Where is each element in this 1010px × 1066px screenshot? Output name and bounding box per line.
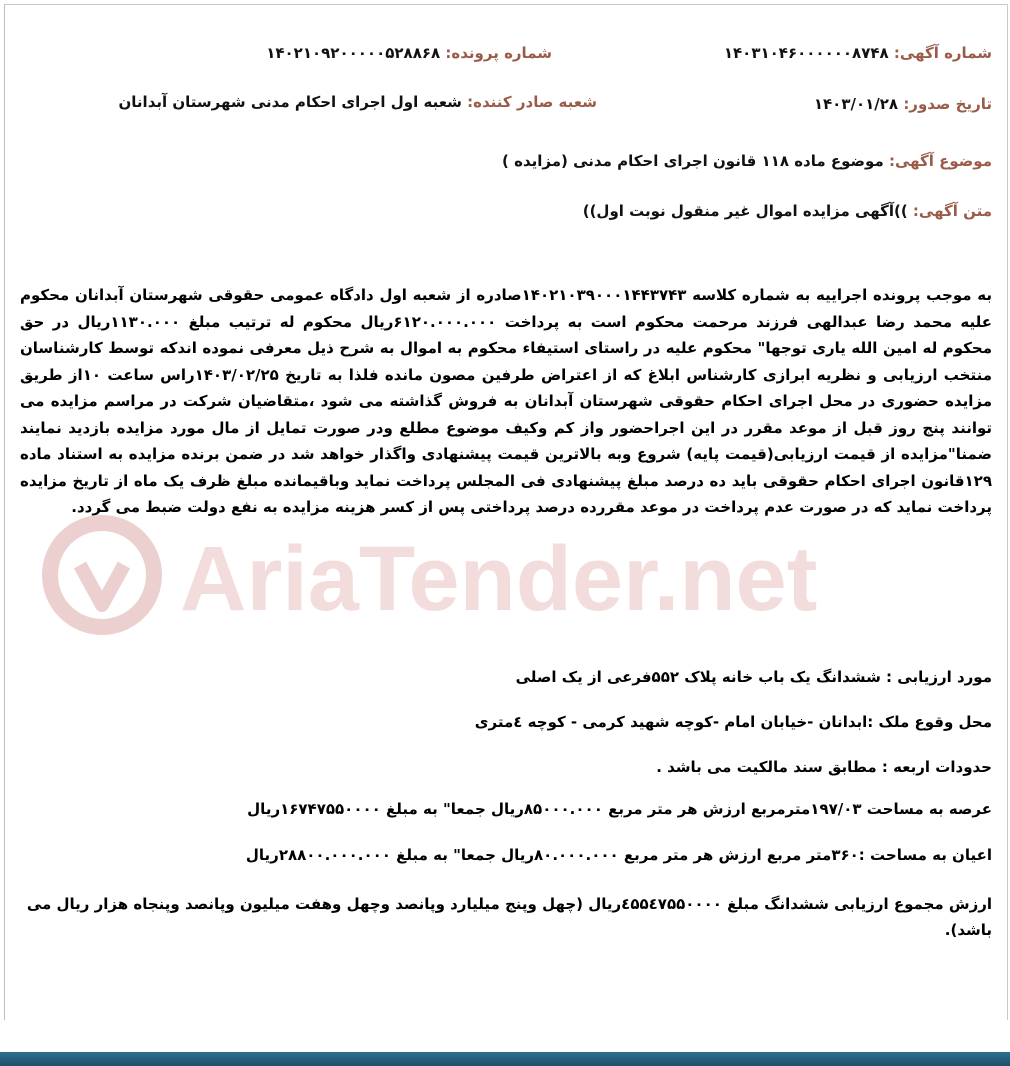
total-appraisal-value: ارزش مجموع ارزیابی ششدانگ مبلغ ٤۵۵٤۷۵۵۰۰۰۰ریال (چهل وپنج میلیارد وپانصد وچهل وهفت میلیون وپانصد وپنجاه هزار ریال می باشد). bbox=[26, 895, 992, 939]
ad-number-field bbox=[724, 44, 992, 62]
case-number-label: شماره پرونده: bbox=[445, 44, 552, 62]
issuer-field bbox=[118, 93, 597, 111]
subject-value: موضوع ماده ۱۱۸ قانون اجرای احکام مدنی (مزایده ) bbox=[502, 152, 884, 170]
building-area-value: اعیان به مساحت :۳۶۰متر مربع ارزش هر متر مربع ۸۰.۰۰۰.۰۰۰ریال جمعا" به مبلغ ۲۸۸۰۰.۰۰۰.۰۰۰ریال bbox=[245, 846, 992, 864]
property-boundaries: حدودات اربعه : مطابق سند مالکیت می باشد . bbox=[656, 758, 992, 776]
subject-label: موضوع آگهی: bbox=[888, 152, 992, 170]
ad-number-label: شماره آگهی: bbox=[893, 44, 992, 62]
text-title-field bbox=[583, 202, 992, 220]
subject-field bbox=[502, 152, 992, 170]
property-location: محل وقوع ملک :ابدانان -خیابان امام -کوچه شهید کرمی - کوچه ٤متری bbox=[474, 713, 992, 731]
appraisal-item: مورد ارزیابی : ششدانگ یک باب خانه پلاک ۵۵۲فرعی از یک اصلی bbox=[515, 668, 992, 686]
case-number-value: ۱۴۰۲۱۰۹۲۰۰۰۰۰۵۲۸۸۶۸ bbox=[266, 44, 441, 62]
text-title-value: ))آگهی مزایده اموال غیر منقول نوبت اول)) bbox=[582, 202, 908, 220]
ad-number-value: ۱۴۰۳۱۰۴۶۰۰۰۰۰۰۸۷۴۸ bbox=[723, 44, 889, 62]
issue-date-label: تاریخ صدور: bbox=[903, 95, 992, 113]
text-title-label: متن آگهی: bbox=[912, 202, 992, 220]
case-number-field bbox=[266, 44, 552, 62]
issuer-value: شعبه اول اجرای احکام مدنی شهرستان آبدانان bbox=[118, 93, 462, 111]
issue-date-field bbox=[814, 95, 992, 113]
watermark-text: AriaTender.net bbox=[180, 528, 818, 630]
announcement-body: به موجب پرونده اجراییه به شماره کلاسه ۱۴۰۲۱۰۳۹۰۰۰۱۴۴۳۷۴۳صادره از شعبه اول دادگاه عمومی حقوقی شهرستان آبدانان محکوم علیه محمد رضا عبدالهی فرزند مرحمت محکوم است به پرداخت ۶۱۲۰.۰۰۰.۰۰۰ریال محکوم له ترتیب مبلغ ۱۱۳۰.۰۰۰ریال در حق محکوم له امین الله یاری توجها" محکوم علیه در راستای استیفاء محکوم به اموال به شرح ذیل معرفی نموده اندکه توسط کارشناسان منتخب ارزیابی و نظریه ابرازی کارشناس ابلاغ که از اعتراض طرفین مصون مانده فلذا به تاریخ ۱۴۰۳/۰۲/۲۵راس ساعت ۱۰از طریق مزایده حضوری در محل اجرای احکام حقوقی شهرستان آبدانان به فروش گذاشته می شود ،متقاضیان شرکت در مراسم مزایده می توانند پنج روز قبل از موعد مقرر در این اجراحضور واز کم وکیف موضوع مطلع ودر صورت تمایل از مال مورد مزایده بازدید نمایند ضمنا"مزایده از قیمت ارزیابی(قیمت پایه) شروع وبه بالاترین قیمت پیشنهادی واگذار خواهد شد در ضمن برنده مزایده به استناد ماده ۱۲۹قانون اجرای احکام حقوقی باید ده درصد مبلغ پیشنهادی فی المجلس پرداخت نماید وباقیمانده مبلغ ظرف یک ماه از تاریخ مزایده پرداخت نماید که در صورت عدم پرداخت در موعد مقررده درصد پرداختی پس از کسر هزینه مزایده به نفع دولت ضبط می گردد. bbox=[20, 286, 992, 516]
land-area-value: عرصه به مساحت ۱۹۷/۰۳مترمربع ارزش هر متر مربع ۸۵۰۰۰.۰۰۰ریال جمعا" به مبلغ ۱۶۷۴۷۵۵۰۰۰۰ریال bbox=[247, 800, 992, 818]
issuer-label: شعبه صادر کننده: bbox=[467, 93, 597, 111]
window-bottom-bar bbox=[0, 1052, 1010, 1066]
announcement-document bbox=[20, 0, 992, 1040]
issue-date-value: ۱۴۰۳/۰۱/۲۸ bbox=[813, 95, 899, 113]
